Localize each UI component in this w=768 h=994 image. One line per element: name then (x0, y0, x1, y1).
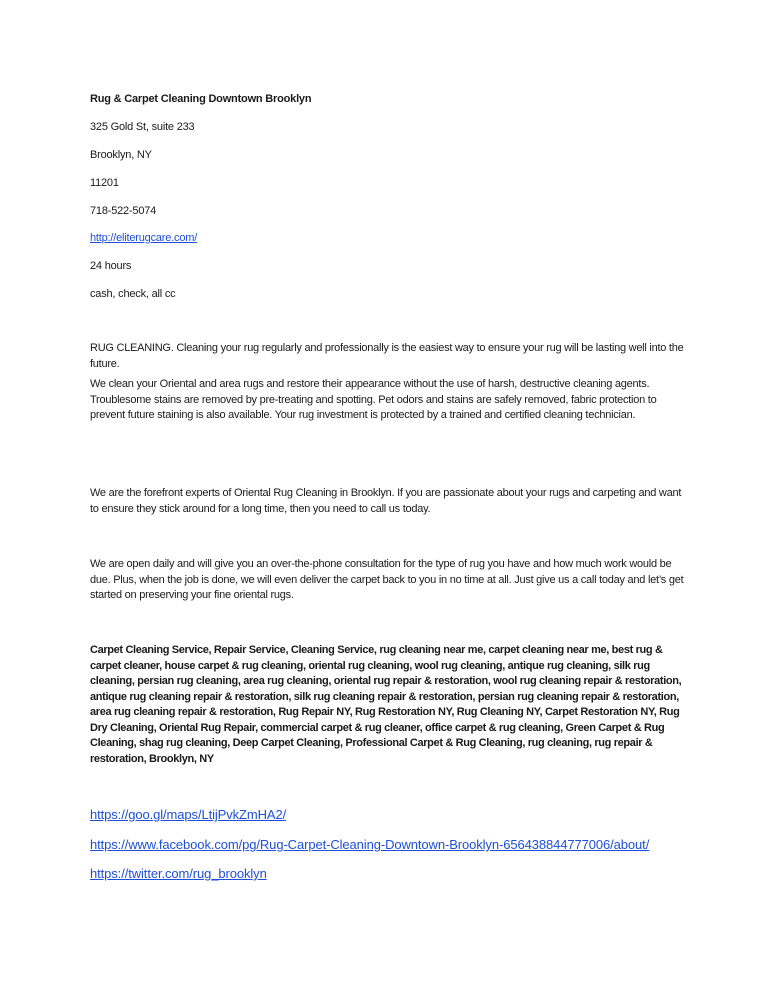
intro-paragraphs (90, 341, 690, 429)
paragraph-rug-cleaning: RUG CLEANING. Cleaning your rug regularly and professionally is the easiest way to ensure your rug will be lasting well into the future. (90, 342, 684, 370)
city-state: Brooklyn, NY (90, 149, 152, 161)
website-link[interactable]: http://eliterugcare.com/ (90, 232, 198, 244)
payment-methods: cash, check, all cc (90, 288, 176, 300)
zip-code: 11201 (90, 177, 119, 189)
twitter-link[interactable]: https://twitter.com/rug_brooklyn (90, 866, 267, 881)
keywords-block: Carpet Cleaning Service, Repair Service, Cleaning Service, rug cleaning near me, carpet cleaning near me, best rug & carpet cleaner, house carpet & rug cleaning, oriental rug cleaning, wool rug cleaning, antique rug cleaning, silk rug cleaning, persian rug cleaning, area rug cleaning, oriental rug repair & restoration, wool rug cleaning repair & restoration, antique rug cleaning repair & restoration, silk rug cleaning repair & restoration, persian rug cleaning repair & restoration, area rug cleaning repair & restoration, Rug Repair NY, Rug Restoration NY, Rug Cleaning NY, Carpet Restoration NY, Rug Dry Cleaning, Oriental Rug Repair, commercial carpet & rug cleaner, office carpet & rug cleaning, Green Carpet & Rug Cleaning, shag rug cleaning, Deep Carpet Cleaning, Professional Carpet & Rug Cleaning, rug cleaning, rug repair & restoration, Brooklyn, NY (90, 644, 682, 765)
phone-number: 718-522-5074 (90, 205, 157, 217)
business-name: Rug & Carpet Cleaning Downtown Brooklyn (90, 93, 312, 105)
paragraph-experts: We are the forefront experts of Oriental Rug Cleaning in Brooklyn. If you are passionate about your rugs and carpeting and want to ensure they stick around for a long time, then you need to call us today. (90, 487, 682, 515)
business-hours: 24 hours (90, 260, 132, 272)
website-link-line (90, 231, 197, 245)
street-address: 325 Gold St, suite 233 (90, 121, 195, 133)
paragraph-services: We clean your Oriental and area rugs and restore their appearance without the use of harsh, destructive cleaning agents. Troublesome stains are removed by pre-treating and spotting. Pet odors and stains are safely removed, fabric protection to prevent future staining is also available. Your rug investment is protected by a trained and certified cleaning technician. (90, 378, 657, 421)
google-maps-link[interactable]: https://goo.gl/maps/LtijPvkZmHA2/ (90, 807, 287, 822)
facebook-link[interactable]: https://www.facebook.com/pg/Rug-Carpet-Cleaning-Downtown-Brooklyn-656438844777006/about/ (90, 837, 650, 852)
paragraph-open-daily: We are open daily and will give you an over-the-phone consultation for the type of rug you have and how much work would be due. Plus, when the job is done, we will even deliver the carpet back to you in no time at all. Just give us a call today and let’s get started on preserving your fine oriental rugs. (90, 558, 684, 601)
